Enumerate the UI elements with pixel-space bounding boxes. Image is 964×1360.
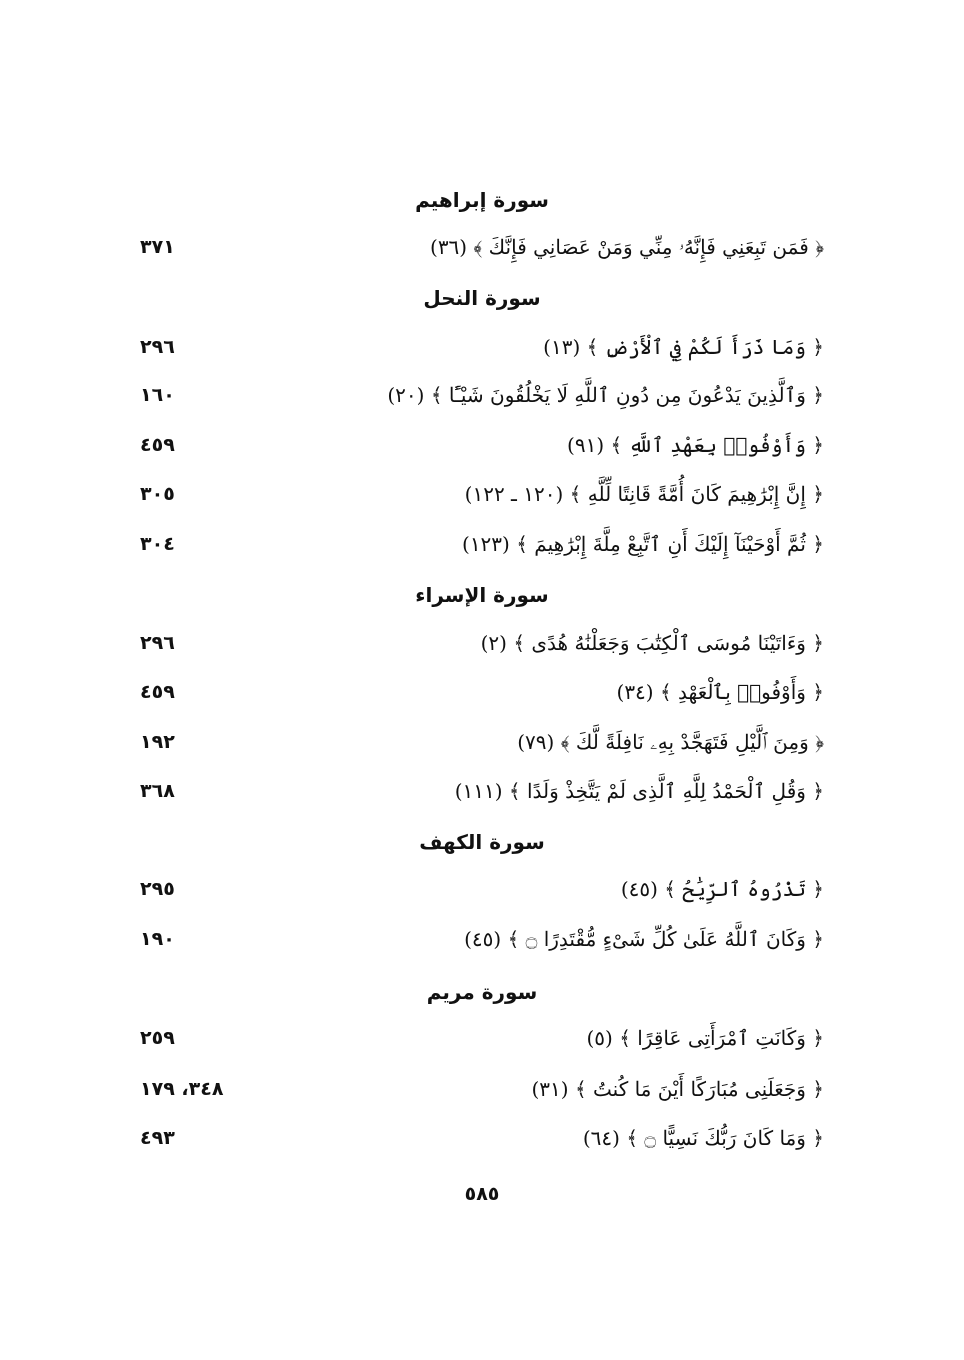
- verse-text: ﴿ وَكَانَ ٱللَّهُ عَلَىٰ كُلِّ شَىْءٍ مُّقْتَدِرًا ۝ ﴾ (٤٥): [464, 927, 824, 951]
- index-entry: [0, 675, 964, 709]
- index-entry: [0, 626, 964, 660]
- verse-ref: (٢٠): [387, 383, 425, 407]
- surah-title-kahf: سورة الكهف: [419, 830, 545, 854]
- verse-text: ﴿ فَمَن تَبِعَنِي فَإِنَّهُۥ مِنِّي وَمَنْ عَصَانِي فَإِنَّكَ ﴾ (٣٦): [430, 235, 824, 259]
- verse-text: ﴿ وَمِنَ ٱلَّيْلِ فَتَهَجَّدْ بِهِۦ نَافِلَةً لَّكَ ﴾ (٧٩): [517, 730, 824, 754]
- index-entry: [0, 774, 964, 808]
- page-numbers: ١٩٠: [140, 928, 175, 950]
- index-entry: [0, 378, 964, 412]
- verse-text: ﴿ تَذْرُوهُ ٱلرِّيَٰحُ ﴾ (٤٥): [620, 877, 824, 901]
- index-entry: [0, 527, 964, 561]
- verse-text: ﴿ وَقُلِ ٱلْحَمْدُ لِلَّهِ ٱلَّذِى لَمْ يَتَّخِذْ وَلَدًا ﴾ (١١١): [454, 779, 824, 803]
- page-numbers: ٢٥٩: [140, 1027, 175, 1049]
- verse-ref: (٣٦): [430, 235, 468, 259]
- verse-ref: (١٣): [543, 335, 581, 359]
- index-entry: [0, 1121, 964, 1155]
- verse-ref: (٧٩): [517, 730, 555, 754]
- verse-text: ﴿ وَمَا ذَرَأَ لَكُمْ فِي ٱلْأَرْضِ ﴾ (١٣): [543, 335, 824, 359]
- verse-ref: (١١١): [454, 779, 503, 803]
- verse-text: ﴿ وَءَاتَيْنَا مُوسَى ٱلْكِتَٰبَ وَجَعَلْنَٰهُ هُدًى ﴾ (٢): [480, 631, 824, 655]
- page-numbers: ٢٩٥: [140, 878, 175, 900]
- verse-text: ﴿ وَأَوْفُوا۟ بِٱلْعَهْدِ ﴾ (٣٤): [616, 680, 824, 704]
- index-entry: [0, 1072, 964, 1106]
- verse-ref: (٦٤): [582, 1126, 620, 1150]
- verse-ref: (٩١): [567, 433, 605, 457]
- page-numbers: ٣٧١: [140, 236, 175, 258]
- page-numbers: ٣٦٨: [140, 780, 175, 802]
- index-entry: [0, 872, 964, 906]
- index-entry: [0, 725, 964, 759]
- surah-title-maryam: سورة مريم: [426, 980, 538, 1004]
- page-number-footer: ٥٨٥: [464, 1183, 500, 1205]
- index-entry: [0, 1021, 964, 1055]
- surah-title-isra: سورة الإسراء: [415, 583, 549, 607]
- index-entry: [0, 477, 964, 511]
- page-numbers: ٢٩٦: [140, 336, 175, 358]
- page-numbers: ٣٤٨، ١٧٩: [140, 1078, 224, 1100]
- index-entry: [0, 428, 964, 462]
- page-numbers: ٤٥٩: [140, 434, 175, 456]
- verse-ref: (٣٤): [616, 680, 654, 704]
- verse-text: ﴿ وَأَوْفُوا۟ بِعَهْدِ ٱللَّهِ ﴾ (٩١): [567, 433, 824, 457]
- page-numbers: ٢٩٦: [140, 632, 175, 654]
- page-numbers: ٤٩٣: [140, 1127, 175, 1149]
- verse-ref: (١٢٠ ـ ١٢٢): [464, 482, 564, 506]
- index-entry: [0, 330, 964, 364]
- verse-text: ﴿ وَكَانَتِ ٱمْرَأَتِى عَاقِرًا ﴾ (٥): [586, 1026, 824, 1050]
- page-numbers: ٤٥٩: [140, 681, 175, 703]
- verse-text: ﴿ إِنَّ إِبْرَٰهِيمَ كَانَ أُمَّةً قَانِتًا لِّلَّهِ ﴾ (١٢٠ ـ ١٢٢): [464, 482, 824, 506]
- page-numbers: ٣٠٤: [140, 533, 175, 555]
- verse-ref: (٤٥): [464, 927, 502, 951]
- verse-text: ﴿ وَمَا كَانَ رَبُّكَ نَسِيًّا ۝ ﴾ (٦٤): [582, 1126, 824, 1150]
- page-numbers: ١٩٢: [140, 731, 175, 753]
- surah-title-nahl: سورة النحل: [423, 286, 541, 310]
- verse-text: ﴿ ثُمَّ أَوْحَيْنَآ إِلَيْكَ أَنِ ٱتَّبِعْ مِلَّةَ إِبْرَٰهِيمَ ﴾ (١٢٣): [462, 532, 824, 556]
- verse-ref: (٤٥): [620, 877, 658, 901]
- surah-title-ibrahim: سورة إبراهيم: [415, 188, 549, 212]
- verse-ref: (٥): [586, 1026, 613, 1050]
- index-entry: [0, 922, 964, 956]
- verse-ref: (٣١): [531, 1077, 569, 1101]
- verse-ref: (١٢٣): [462, 532, 510, 556]
- index-entry: [0, 230, 964, 264]
- page-numbers: ١٦٠: [140, 384, 175, 406]
- page-numbers: ٣٠٥: [140, 483, 175, 505]
- verse-text: ﴿ وَٱلَّذِينَ يَدْعُونَ مِن دُونِ ٱللَّهِ لَا يَخْلُقُونَ شَيْـًٔا ﴾ (٢٠): [387, 383, 824, 407]
- verse-ref: (٢): [480, 631, 507, 655]
- verse-text: ﴿ وَجَعَلَنِى مُبَارَكًا أَيْنَ مَا كُنتُ ﴾ (٣١): [531, 1077, 824, 1101]
